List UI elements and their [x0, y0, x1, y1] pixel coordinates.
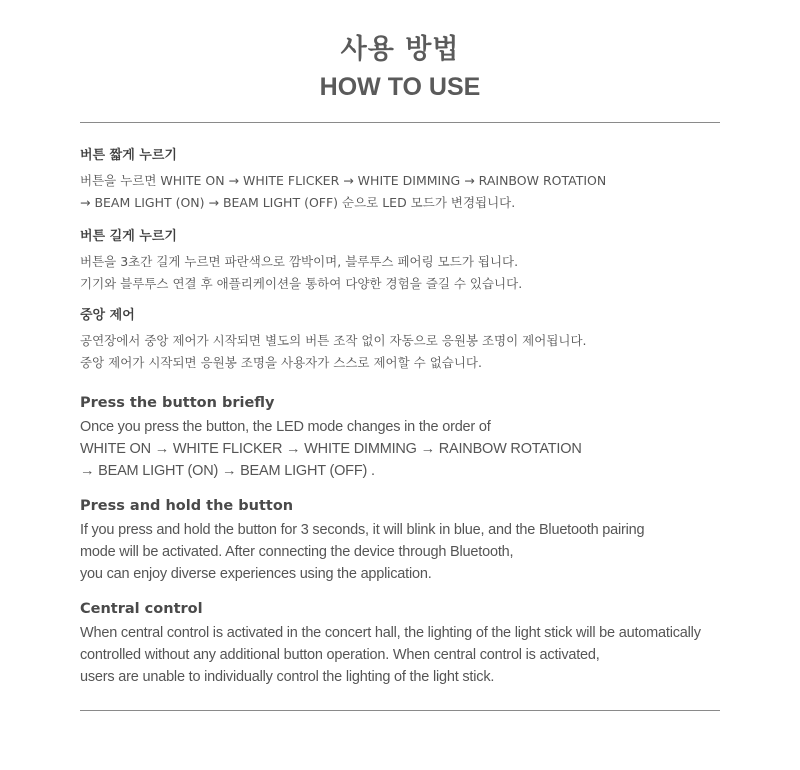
ko-heading-short-press: 버튼 짧게 누르기 — [80, 148, 177, 163]
ko-line: 버튼을 3초간 길게 누르면 파란색으로 깜박이며, 블루투스 페어링 모드가 됩니다. — [80, 254, 519, 269]
en-line: mode will be activated. After connecting the device through Bluetooth, — [80, 544, 514, 560]
bottom-divider — [80, 710, 720, 711]
ko-section-central-control — [80, 306, 730, 374]
en-section-long-press — [80, 495, 730, 585]
ko-heading-long-press: 버튼 길게 누르기 — [80, 229, 177, 244]
ko-line: 공연장에서 중앙 제어가 시작되면 별도의 버튼 조작 없이 자동으로 응원봉 조명이 제어됩니다. — [80, 333, 587, 348]
ko-line: 기기와 블루투스 연결 후 애플리케이션을 통하여 다양한 경험을 즐길 수 있습니다. — [80, 276, 523, 291]
ko-section-long-press — [80, 227, 730, 295]
en-line: WHITE ON → WHITE FLICKER → WHITE DIMMING → RAINBOW ROTATION — [80, 441, 582, 457]
ko-section-short-press — [80, 146, 730, 214]
title-korean: 사용 방법 — [340, 34, 460, 65]
title-english: HOW TO USE — [319, 73, 481, 101]
en-section-short-press — [80, 392, 730, 482]
top-divider — [80, 122, 720, 123]
ko-line: → BEAM LIGHT (ON) → BEAM LIGHT (OFF) 순으로 LED 모드가 변경됩니다. — [80, 195, 516, 210]
en-line: → BEAM LIGHT (ON) → BEAM LIGHT (OFF) . — [80, 463, 375, 479]
ko-line: 버튼을 누르면 WHITE ON → WHITE FLICKER → WHITE DIMMING → RAINBOW ROTATION — [80, 173, 607, 188]
en-section-central-control — [80, 598, 730, 688]
ko-heading-central-control: 중앙 제어 — [80, 308, 135, 323]
en-line: you can enjoy diverse experiences using the application. — [80, 566, 432, 582]
en-line: controlled without any additional button operation. When central control is activated, — [80, 647, 600, 663]
page-header — [0, 30, 800, 104]
en-line: Once you press the button, the LED mode changes in the order of — [80, 419, 491, 435]
en-heading-long-press: Press and hold the button — [80, 498, 294, 514]
en-line: When central control is activated in the concert hall, the lighting of the light stick will be automatically — [80, 625, 701, 641]
en-line: users are unable to individually control the lighting of the light stick. — [80, 669, 495, 685]
ko-line: 중앙 제어가 시작되면 응원봉 조명을 사용자가 스스로 제어할 수 없습니다. — [80, 355, 482, 370]
en-line: If you press and hold the button for 3 seconds, it will blink in blue, and the Bluetooth pairing — [80, 522, 645, 538]
en-heading-short-press: Press the button briefly — [80, 395, 275, 411]
en-heading-central-control: Central control — [80, 601, 203, 617]
